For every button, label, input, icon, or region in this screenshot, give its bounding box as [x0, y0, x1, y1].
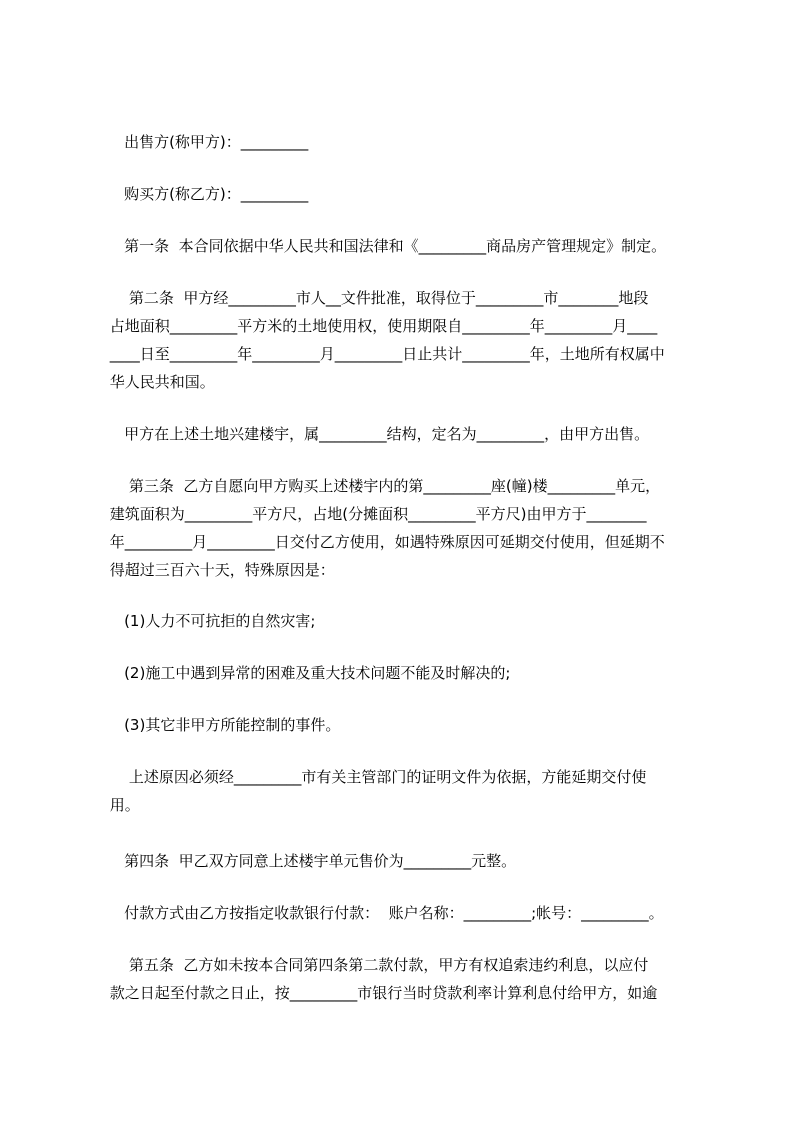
building-line: 甲方在上述土地兴建楼宇，属_________结构，定名为_________，由甲方出售。: [105, 425, 650, 443]
article-1-line: 第一条 本合同依据中华人民共和国法律和《_________商品房产管理规定》制定。: [105, 237, 667, 255]
article-5-line-2: 款之日起至付款之日止，按_________市银行当时贷款利率计算利息付给甲方，如逾: [105, 984, 658, 1002]
seller-line: 出售方(称甲方)：_________: [105, 133, 309, 151]
article-3-line-4: 得超过三百六十天，特殊原因是：: [105, 561, 335, 579]
delay-proof-line-2: 用。: [105, 796, 140, 814]
delay-proof-line-1: 上述原因必须经_________市有关主管部门的证明文件为依据，方能延期交付使: [105, 768, 647, 786]
reason-1-line: (1)人力不可抗拒的自然灾害;: [105, 612, 316, 630]
article-4-line: 第四条 甲乙双方同意上述楼宇单元售价为_________元整。: [105, 852, 517, 870]
article-3-line-1: 第三条 乙方自愿向甲方购买上述楼宇内的第_________座(幢)楼_________单元，: [105, 477, 661, 495]
article-5-line-1: 第五条 乙方如未按本合同第四条第二款付款，甲方有权追索违约利息，以应付: [105, 956, 649, 974]
article-2-line-2: 占地面积_________平方米的土地使用权，使用期限自_________年_________月____: [105, 317, 658, 335]
article-2-line-1: 第二条 甲方经_________市人__文件批准，取得位于_________市________地段: [105, 289, 649, 307]
reason-2-line: (2)施工中遇到异常的困难及重大技术问题不能及时解决的;: [105, 664, 511, 682]
reason-3-line: (3)其它非甲方所能控制的事件。: [105, 716, 341, 734]
article-2-line-4: 华人民共和国。: [105, 373, 215, 391]
article-2-line-3: ____日至_________年_________月_________日止共计_________年，土地所有权属中: [105, 345, 665, 363]
article-3-line-2: 建筑面积为_________平方尺，占地(分摊面积_________平方尺)由甲方于________: [105, 505, 647, 523]
article-3-line-3: 年_________月_________日交付乙方使用，如遇特殊原因可延期交付使用，但延期不: [105, 533, 665, 551]
buyer-line: 购买方(称乙方)：_________: [105, 185, 309, 203]
payment-method-line: 付款方式由乙方按指定收款银行付款： 账户名称：_________;帐号：_________。: [105, 904, 664, 922]
